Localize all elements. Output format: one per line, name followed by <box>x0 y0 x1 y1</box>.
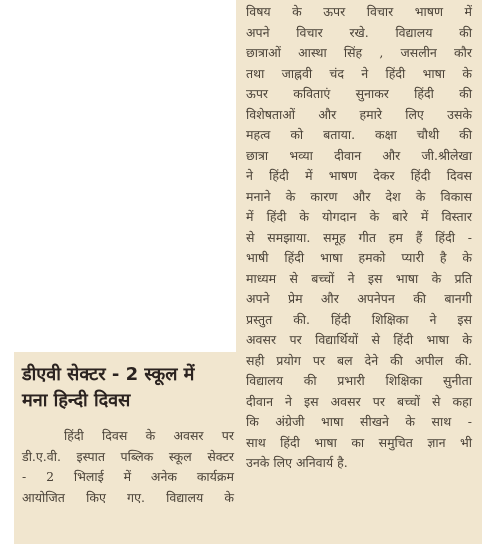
text-line: अवसर पर विद्यार्थियों से हिंदी भाषा के <box>246 332 472 347</box>
article-left-column <box>22 426 234 508</box>
text-line: महत्व को बताया. कक्षा चौथी की <box>246 127 472 142</box>
text-line: कि अंग्रेजी भाषा सीखने के साथ - <box>246 414 472 429</box>
text-line: छात्रा भव्या दीवान और जी.श्रीलेखा <box>246 147 472 163</box>
text-line: अपने विचार रखे. विद्यालय की <box>246 24 472 40</box>
text-line: प्रस्तुत की. हिंदी शिक्षिका ने इस <box>246 311 472 327</box>
text-line: अपने प्रेम और अपनेपन की बानगी <box>246 291 472 306</box>
article-headline <box>22 362 234 414</box>
text-line: - 2 भिलाई में अनेक कार्यक्रम <box>22 469 234 484</box>
text-line: साथ हिंदी भाषा का समुचित ज्ञान भी <box>246 434 472 450</box>
text-line: भाषी हिंदी भाषा हमको प्यारी है के <box>246 250 472 265</box>
text-line: विद्यालय की प्रभारी शिक्षिका सुनीता <box>246 373 472 388</box>
headline-line: मना हिन्दी दिवस <box>22 390 131 411</box>
text-line: उनके लिए अनिवार्य है. <box>246 455 348 470</box>
text-line: ऊपर कविताएं सुनाकर हिंदी की <box>246 86 472 101</box>
text-line: से समझाया. समूह गीत हम हैं हिंदी - <box>246 229 472 245</box>
text-line: आयोजित किए गए. विद्यालय के <box>22 489 234 505</box>
text-line: माध्यम से बच्चों ने इस भाषा के प्रति <box>246 270 472 286</box>
text-line: डी.ए.वी. इस्पात पब्लिक स्कूल सेक्टर <box>22 448 234 464</box>
text-line: विषय के ऊपर विचार भाषण में <box>246 4 472 19</box>
text-line: तथा जाह्नवी चंद ने हिंदी भाषा के <box>246 65 472 81</box>
text-line: हिंदी दिवस के अवसर पर <box>64 428 234 443</box>
text-line: में हिंदी के योगदान के बारे में विस्तार <box>246 209 472 224</box>
text-line: छात्राओं आस्था सिंह , जसलीन कौर <box>246 45 472 60</box>
text-line: दीवान ने इस अवसर पर बच्चों से कहा <box>246 393 472 409</box>
text-line: मनाने के कारण और देश के विकास <box>246 188 472 204</box>
article-right-column <box>246 2 472 474</box>
headline-line: डीएवी सेक्टर - 2 स्कूल में <box>22 364 195 385</box>
text-line: ने हिंदी में भाषण देकर हिंदी दिवस <box>246 168 472 183</box>
text-line: विशेषताओं और हमारे लिए उसके <box>246 106 472 122</box>
text-line: सही प्रयोग पर बल देने की अपील की. <box>246 352 472 368</box>
